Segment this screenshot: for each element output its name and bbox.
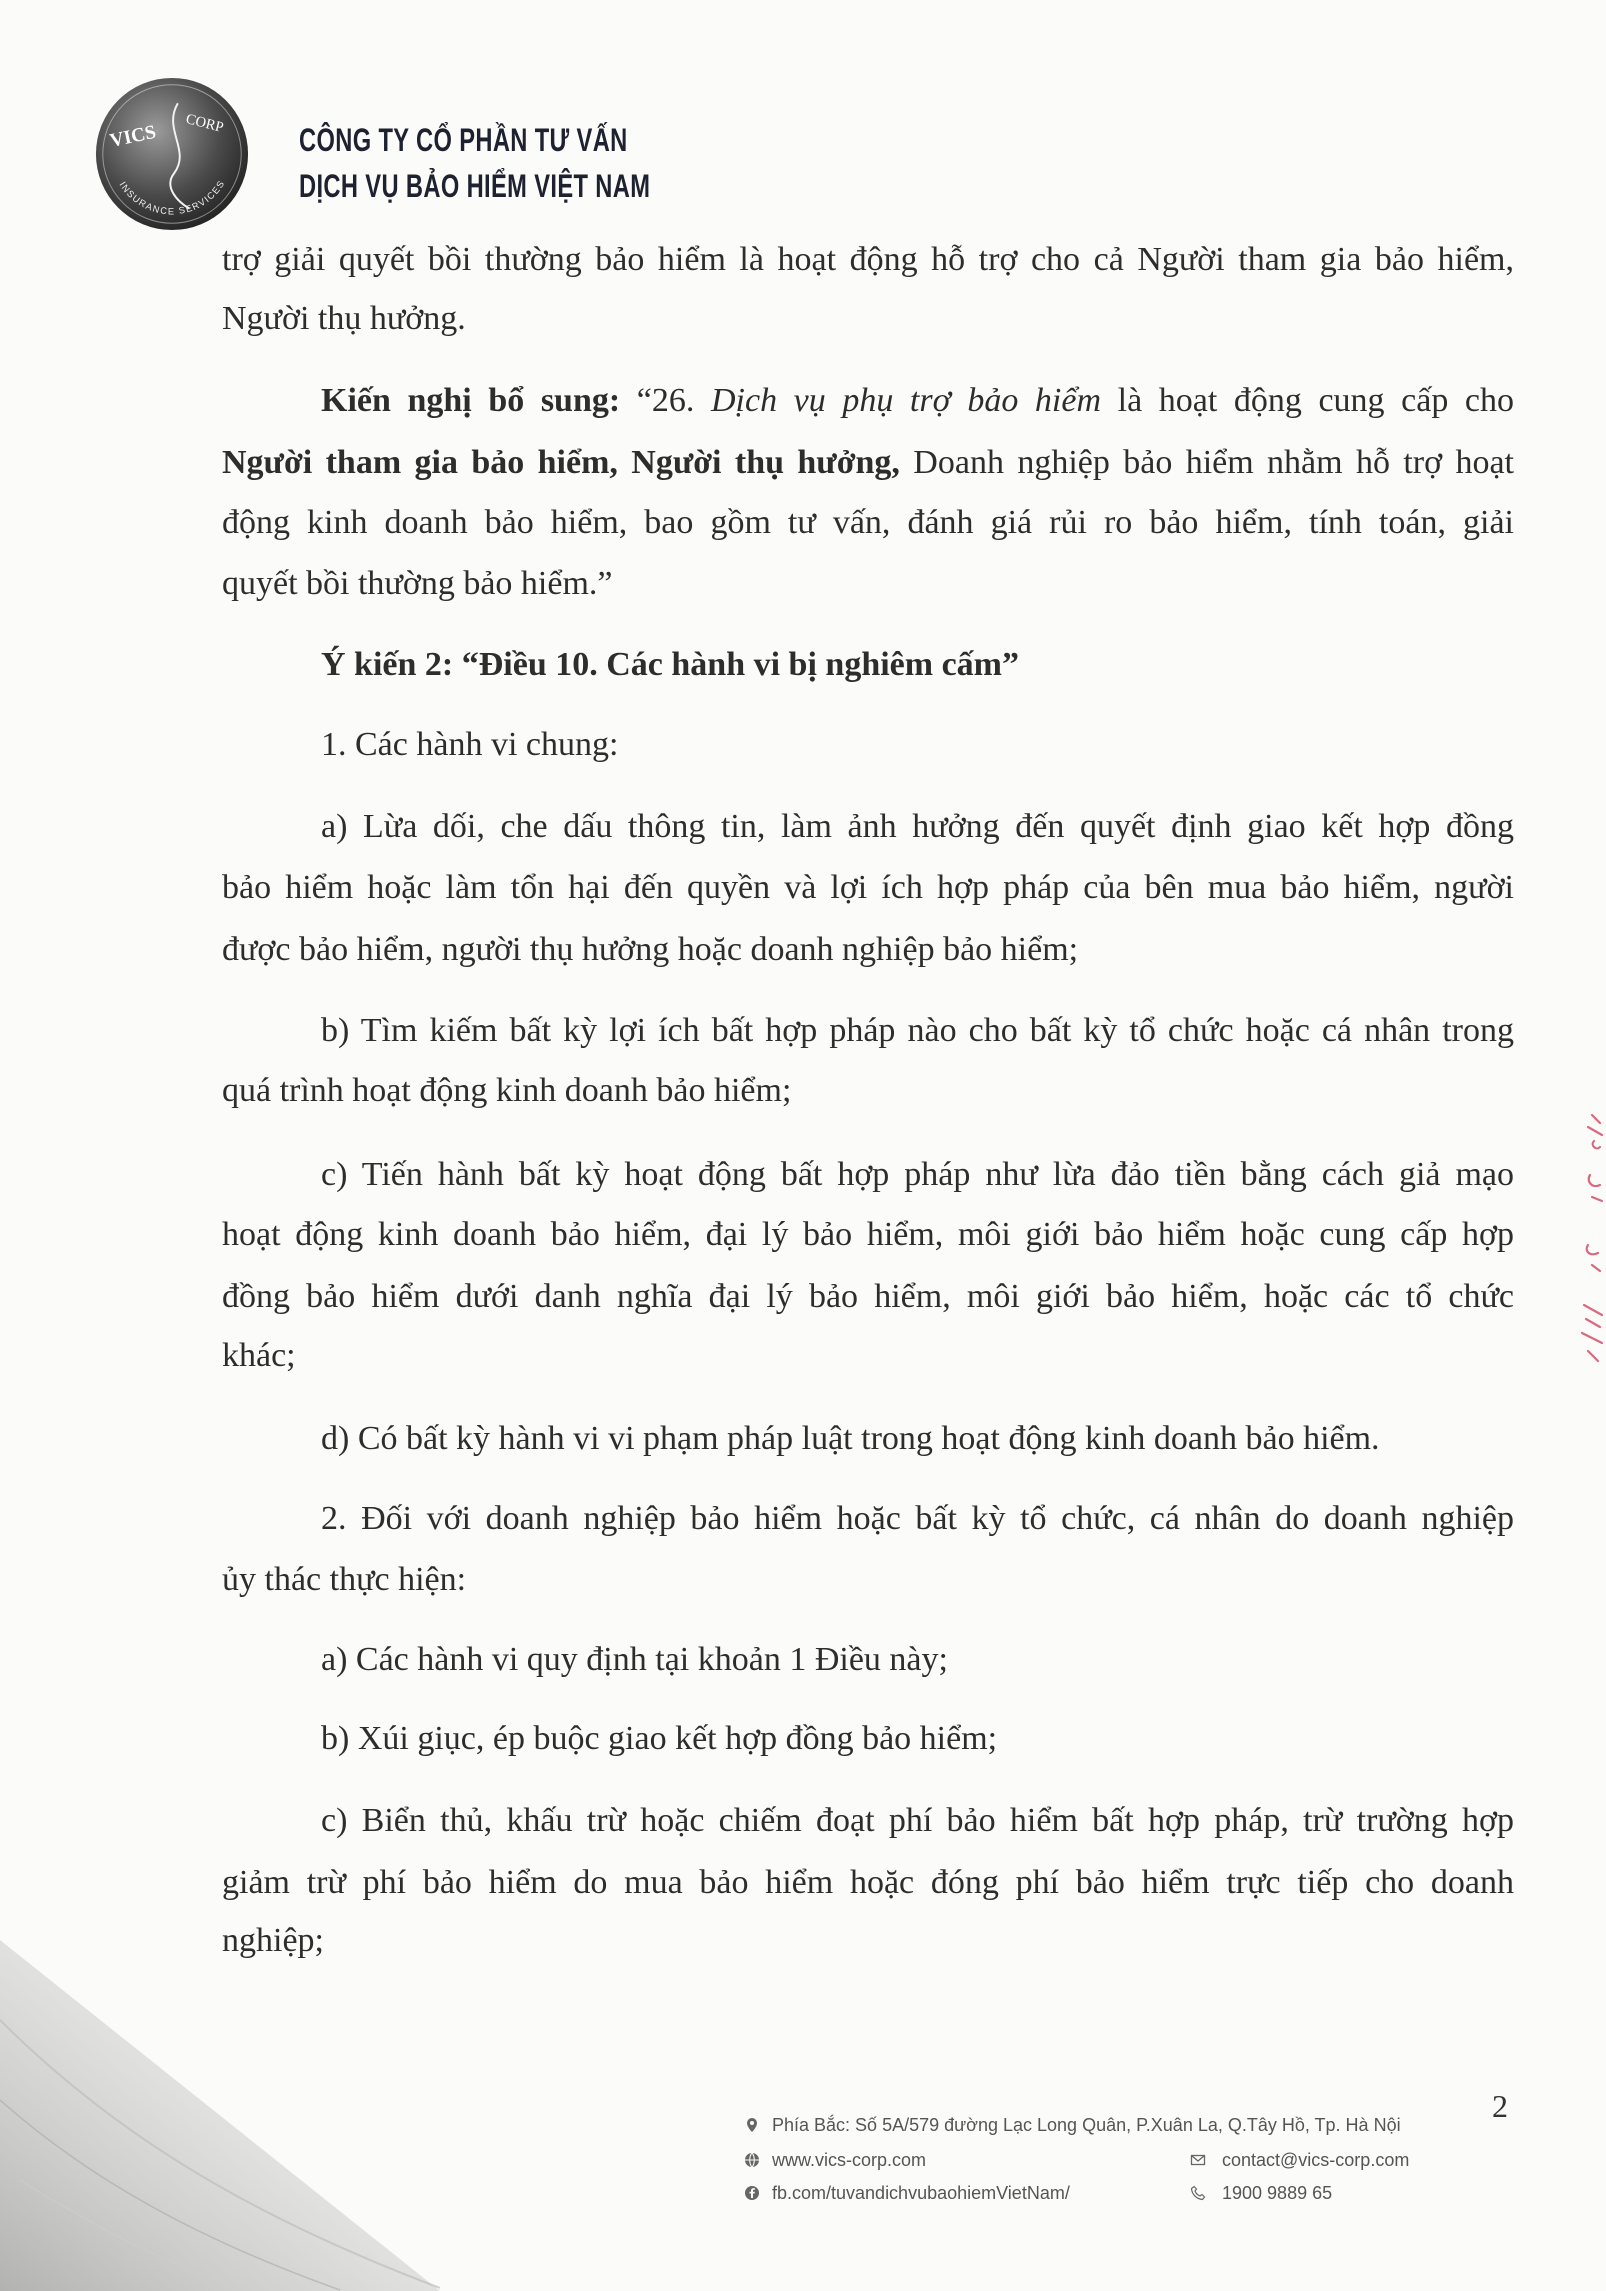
facebook-icon: [744, 2185, 760, 2201]
text-line: b) Tìm kiếm bất kỳ lợi ích bất hợp pháp nào cho bất kỳ tổ chức hoặc cá nhân trong: [321, 1012, 1514, 1049]
footer-website: www.vics-corp.com: [772, 2150, 927, 2170]
text-line: bảo hiểm hoặc làm tổn hại đến quyền và lợi ích hợp pháp của bên mua bảo hiểm, người: [222, 869, 1514, 906]
envelope-icon: [1190, 2152, 1206, 2168]
text-line: khác;: [222, 1337, 296, 1374]
text-line: quá trình hoạt động kinh doanh bảo hiểm;: [222, 1072, 792, 1109]
phone-icon: [1190, 2185, 1206, 2201]
text-line: c) Biển thủ, khấu trừ hoặc chiếm đoạt phí bảo hiểm bất hợp pháp, trừ trường hợp: [321, 1802, 1514, 1839]
defined-term: Dịch vụ phụ trợ bảo hiểm: [710, 382, 1102, 419]
recommendation-label: Kiến nghị bổ sung:: [321, 382, 621, 419]
corner-decoration: [0, 1880, 560, 2291]
map-pin-icon: [744, 2117, 760, 2133]
text-line: a) Các hành vi quy định tại khoản 1 Điều này;: [321, 1641, 948, 1678]
quote-number: “26.: [620, 382, 711, 419]
clause-2-title: ủy thác thực hiện:: [222, 1561, 467, 1598]
globe-icon: [744, 2152, 760, 2168]
footer-address: Phía Bắc: Số 5A/579 đường Lạc Long Quân, P.Xuân La, Q.Tây Hồ, Tp. Hà Nội: [772, 2115, 1401, 2135]
company-name-line2: DỊCH VỤ BẢO HIỂM VIỆT NAM: [299, 168, 651, 204]
text-line: Người thụ hưởng.: [222, 300, 466, 337]
text-line: đồng bảo hiểm dưới danh nghĩa đại lý bảo hiểm, môi giới bảo hiểm, hoặc các tổ chức: [222, 1278, 1514, 1315]
text-line: nghiệp;: [222, 1922, 324, 1959]
footer-email: contact@vics-corp.com: [1222, 2150, 1410, 2170]
company-name-line1: CÔNG TY CỔ PHẦN TƯ VẤN: [299, 122, 628, 158]
recommendation-line: [321, 379, 1514, 423]
vics-corp-logo: [94, 76, 250, 232]
text-segment: Doanh nghiệp bảo hiểm nhằm hỗ trợ hoạt: [899, 444, 1514, 481]
text-segment: là hoạt động cung cấp cho: [1101, 382, 1514, 419]
text-line: c) Tiến hành bất kỳ hoạt động bất hợp pháp như lừa đảo tiền bằng cách giả mạo: [321, 1156, 1514, 1193]
text-line: được bảo hiểm, người thụ hưởng hoặc doanh nghiệp bảo hiểm;: [222, 931, 1079, 968]
logo-ring-text: INSURANCE SERVICES: [117, 178, 227, 217]
text-line: động kinh doanh bảo hiểm, bao gồm tư vấn, đánh giá rủi ro bảo hiểm, tính toán, giải: [222, 504, 1514, 541]
parties-bold: Người tham gia bảo hiểm, Người thụ hưởng,: [222, 444, 900, 481]
text-line: a) Lừa dối, che dấu thông tin, làm ảnh hưởng đến quyết định giao kết hợp đồng: [321, 808, 1514, 845]
text-line: b) Xúi giục, ép buộc giao kết hợp đồng bảo hiểm;: [321, 1720, 998, 1757]
red-stamp-fragment: [1562, 1105, 1606, 1405]
footer-phone: 1900 9889 65: [1222, 2183, 1333, 2203]
page-number: 2: [1492, 2088, 1508, 2124]
opinion-heading: Ý kiến 2: “Điều 10. Các hành vi bị nghiêm cấm”: [321, 646, 1019, 683]
logo-left-text: VICS: [108, 121, 158, 152]
clause-2-title: 2. Đối với doanh nghiệp bảo hiểm hoặc bất kỳ tổ chức, cá nhân do doanh nghiệp: [321, 1500, 1514, 1537]
recommendation-line: [222, 441, 1514, 485]
clause-1-title: 1. Các hành vi chung:: [321, 726, 619, 763]
footer-facebook: fb.com/tuvandichvubaohiemVietNam/: [772, 2183, 1070, 2203]
text-line: giảm trừ phí bảo hiểm do mua bảo hiểm hoặc đóng phí bảo hiểm trực tiếp cho doanh: [222, 1864, 1514, 1901]
text-line: quyết bồi thường bảo hiểm.”: [222, 565, 613, 602]
logo-right-text: CORP: [184, 111, 226, 136]
text-line: trợ giải quyết bồi thường bảo hiểm là hoạt động hỗ trợ cho cả Người tham gia bảo hiểm,: [222, 241, 1514, 278]
text-line: d) Có bất kỳ hành vi vi phạm pháp luật trong hoạt động kinh doanh bảo hiểm.: [321, 1420, 1380, 1457]
text-line: hoạt động kinh doanh bảo hiểm, đại lý bảo hiểm, môi giới bảo hiểm hoặc cung cấp hợp: [222, 1216, 1514, 1253]
